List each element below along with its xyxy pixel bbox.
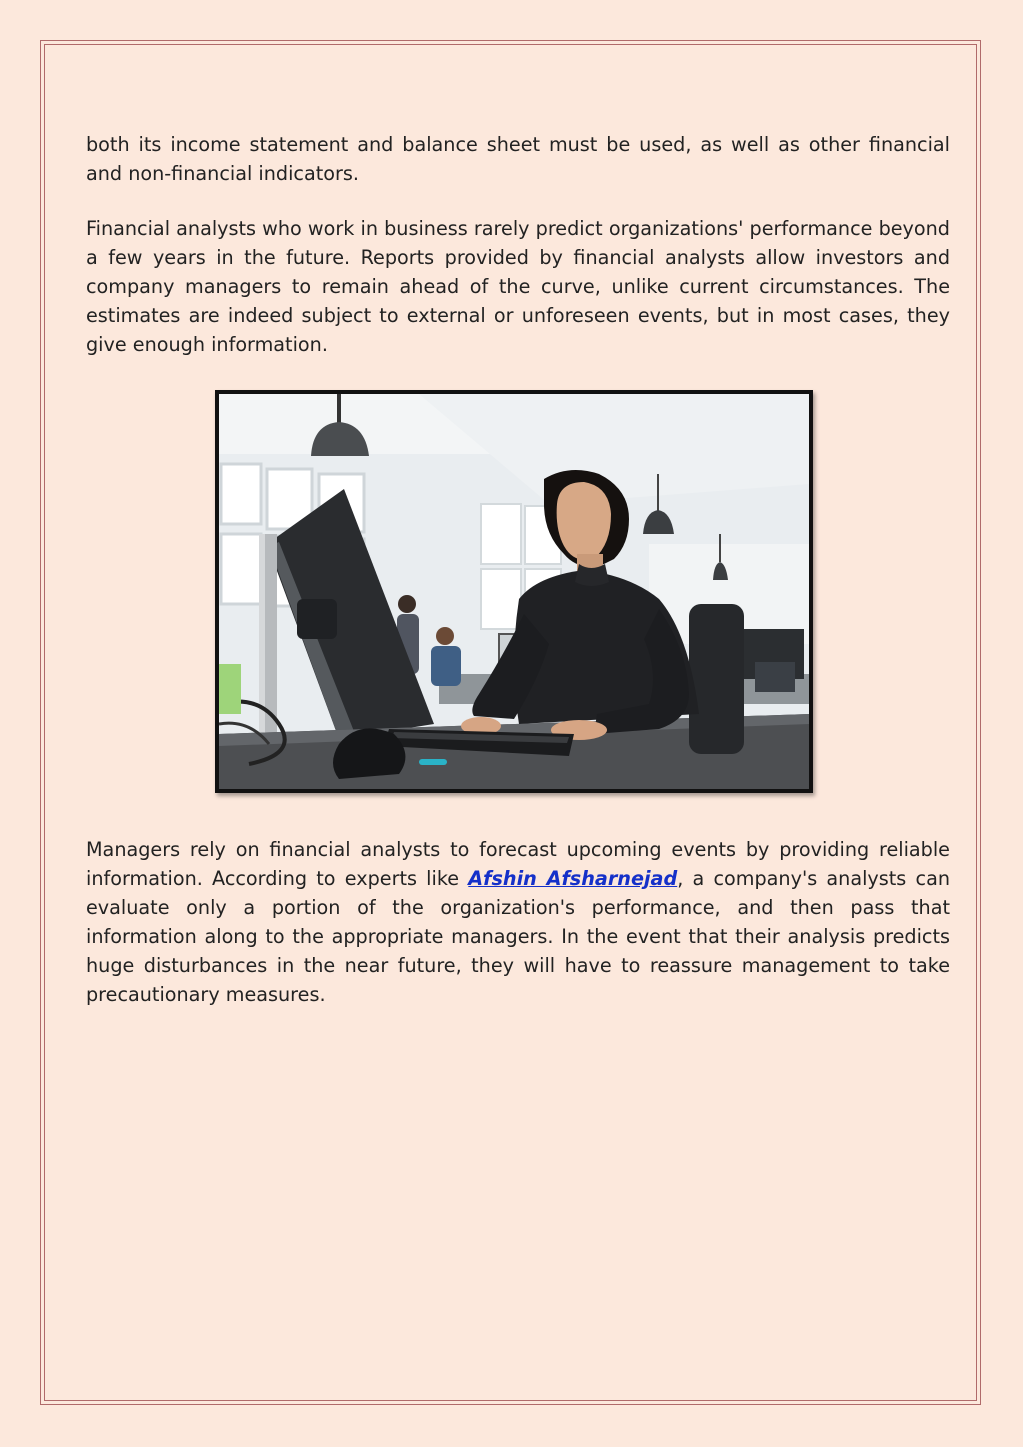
paragraph-3-text-after: , a company's analysts can evaluate only a portion of the organization's performance, and then pass that information along to the appropriate managers. In the event that their analysis predicts huge disturbances in the near future, they will have to reassure management to take precautionary measures. <box>86 867 950 1006</box>
paragraph-2: Financial analysts who work in business rarely predict organizations' performance beyond a few years in the future. Reports provided by financial analysts allow investors and company managers to remain ahead of the curve, unlike current circumstances. The estimates are indeed subject to external or unforeseen events, but in most cases, they give enough information. <box>86 217 950 356</box>
office-photo <box>215 390 813 793</box>
paragraph-1: both its income statement and balance sheet must be used, as well as other financial and non-financial indicators. <box>86 133 950 185</box>
author-link[interactable]: Afshin Afsharnejad <box>468 867 678 890</box>
paragraph-3-text-before: Managers rely on financial analysts to forecast upcoming events by providing reliable information. According to experts like <box>86 838 950 890</box>
paragraph-3 <box>86 835 950 1009</box>
